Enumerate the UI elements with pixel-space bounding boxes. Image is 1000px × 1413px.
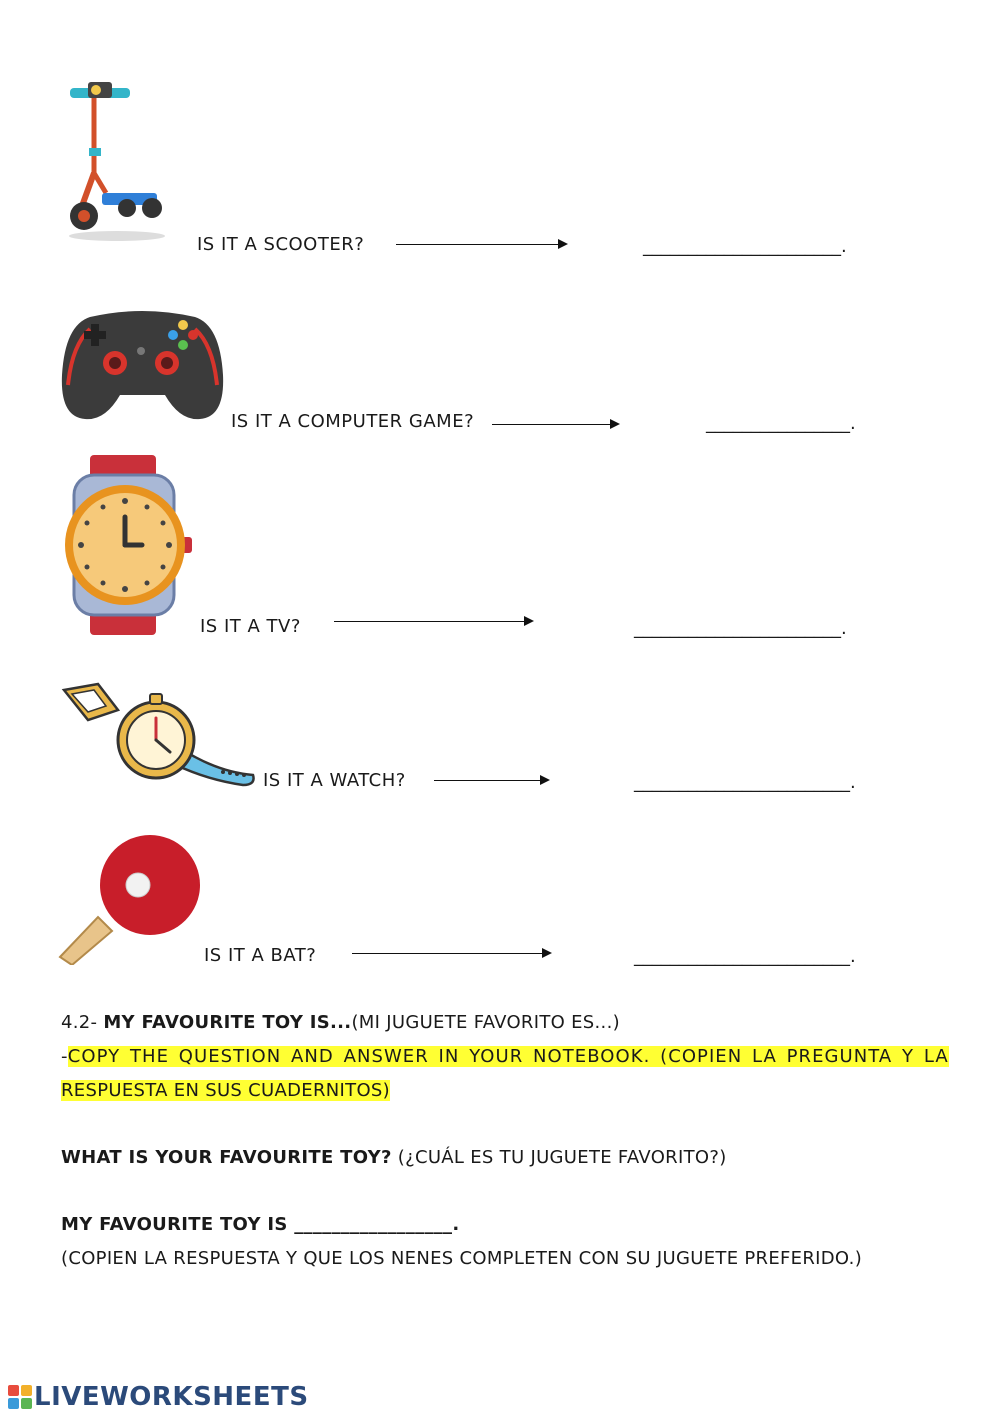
answer-blank-tv[interactable]: _______________________. (634, 618, 847, 639)
answer-blank-computer-game[interactable]: ________________. (706, 413, 856, 434)
scooter-icon (62, 78, 172, 243)
favourite-toy-answer-bold: MY FAVOURITE TOY IS _________________. (61, 1214, 460, 1235)
question-tv: IS IT A TV? (200, 616, 301, 637)
answer-blank-bat[interactable]: ________________________. (634, 946, 856, 967)
instruction-text-1: COPY THE QUESTION AND ANSWER IN YOUR NOTEBOOK. (COPIEN LA PREGUNTA Y LA (67, 1046, 949, 1067)
arrow-watch (434, 780, 548, 782)
favourite-toy-question-translation: (¿CUÁL ES TU JUGUETE FAVORITO?) (391, 1147, 727, 1168)
section-number: 4.2- (61, 1012, 104, 1033)
arrow-bat (352, 953, 550, 955)
question-watch: IS IT A WATCH? (263, 770, 406, 791)
favourite-toy-question (61, 1147, 727, 1168)
section-heading (61, 1012, 620, 1033)
answer-blank-scooter[interactable]: ______________________. (643, 236, 847, 257)
game-controller-icon (60, 305, 225, 427)
favourite-toy-answer[interactable] (61, 1214, 460, 1235)
liveworksheets-brand: LIVEWORKSHEETS (34, 1382, 309, 1412)
instruction-text-2: RESPUESTA EN SUS CUADERNITOS) (61, 1080, 390, 1101)
question-bat: IS IT A BAT? (204, 945, 317, 966)
section-title-translation: (MI JUGUETE FAVORITO ES...) (351, 1012, 620, 1033)
instruction-line-2 (61, 1080, 390, 1101)
liveworksheets-logo-icon (8, 1385, 32, 1409)
instruction-dash: - (61, 1046, 68, 1067)
section-title: MY FAVOURITE TOY IS... (103, 1012, 352, 1033)
question-computer-game: IS IT A COMPUTER GAME? (231, 411, 475, 432)
instruction-line-1 (61, 1046, 949, 1067)
ping-pong-bat-icon (58, 835, 203, 965)
question-scooter: IS IT A SCOOTER? (197, 234, 365, 255)
favourite-toy-question-bold: WHAT IS YOUR FAVOURITE TOY? (61, 1147, 392, 1168)
answer-blank-watch[interactable]: ________________________. (634, 772, 856, 793)
arrow-computer-game (492, 424, 618, 426)
arrow-tv (334, 621, 532, 623)
teacher-note: (COPIEN LA RESPUESTA Y QUE LOS NENES COMPLETEN CON SU JUGUETE PREFERIDO.) (61, 1248, 863, 1269)
liveworksheets-logo (8, 1383, 309, 1411)
wristwatch-icon (58, 680, 258, 790)
watch-icon (60, 455, 195, 635)
arrow-scooter (396, 244, 566, 246)
